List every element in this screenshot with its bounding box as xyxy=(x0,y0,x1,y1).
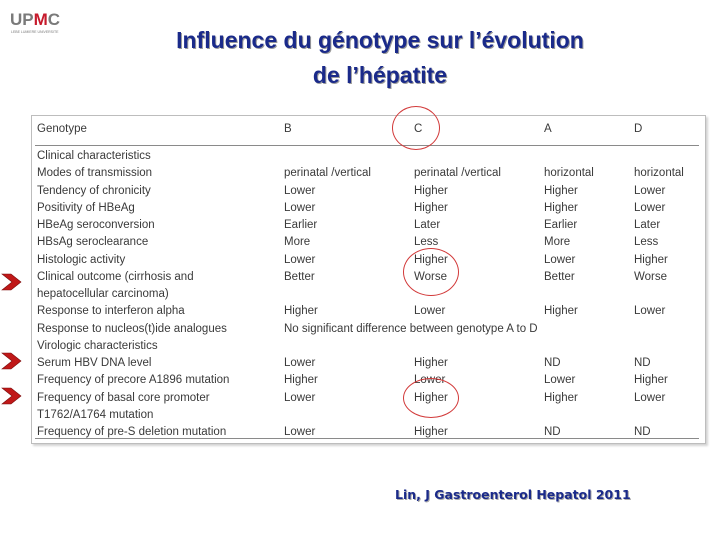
table-header-c: C xyxy=(414,123,423,135)
red-arrow-icon xyxy=(0,272,24,292)
highlight-circle-higher xyxy=(403,378,459,418)
table-cell-b: Better xyxy=(284,270,315,283)
table-row-label: Serum HBV DNA level xyxy=(37,357,152,369)
upmc-logo xyxy=(10,10,72,38)
table-header-d: D xyxy=(634,123,643,135)
table-cell-b: perinatal /vertical xyxy=(284,167,371,180)
table-cell-b: Lower xyxy=(284,357,316,369)
table-row-label: Histologic activity xyxy=(37,253,126,266)
table-cell-a: Higher xyxy=(544,305,578,318)
highlight-circle-worse xyxy=(403,248,459,296)
logo-subtitle: LEBE LUMIERE UNIVERSITE xyxy=(11,30,59,34)
table-cell-a: Lower xyxy=(544,374,576,387)
table-cell-b: Earlier xyxy=(284,219,318,231)
table-cell-c: Higher xyxy=(414,426,448,438)
table-cell-d: horizontal xyxy=(634,167,684,180)
table-cell-c: Higher xyxy=(414,357,448,369)
table-header-rule xyxy=(35,145,699,146)
table-cell-b: Higher xyxy=(284,305,318,318)
table-cell-a: ND xyxy=(544,426,561,438)
table-cell-d: Higher xyxy=(634,253,668,266)
logo-text-c: C xyxy=(47,10,61,29)
table-cell-d: Worse xyxy=(634,270,668,283)
table-row-label: Clinical characteristics xyxy=(37,150,151,162)
table-header-b: B xyxy=(284,123,292,135)
table-cell-c: Less xyxy=(414,236,439,249)
table-cell-c: Later xyxy=(414,219,441,231)
table-cell-c: Lower xyxy=(414,305,446,318)
table-cell-a: More xyxy=(544,236,571,249)
table-row-label: Frequency of pre-S deletion mutation xyxy=(37,426,227,438)
table-cell-d: Lower xyxy=(634,201,666,214)
table-header-a: A xyxy=(544,123,552,135)
table-cell-a: Lower xyxy=(544,253,576,266)
table-cell-b: No significant difference between genotype A to D xyxy=(284,322,538,335)
table-cell-b: More xyxy=(284,236,311,249)
table-cell-d: Lower xyxy=(634,305,666,318)
table-cell-b: Lower xyxy=(284,253,316,266)
table-row-label: hepatocellular carcinoma) xyxy=(37,288,169,300)
table-cell-c: Higher xyxy=(414,253,448,266)
table-row-label: Virologic characteristics xyxy=(37,339,158,352)
table-cell-c: Higher xyxy=(414,391,448,404)
table-row-label: Positivity of HBeAg xyxy=(37,201,135,214)
table-cell-d: Higher xyxy=(634,374,668,387)
logo-text xyxy=(10,10,60,30)
table-cell-d: Lower xyxy=(634,184,666,197)
logo-text-up: UP xyxy=(10,10,34,29)
highlight-circle-genotype-c xyxy=(392,106,440,150)
table-cell-a: Higher xyxy=(544,201,578,214)
table-row-label: Frequency of precore A1896 mutation xyxy=(37,374,230,387)
table-row-label: Response to nucleos(t)ide analogues xyxy=(37,322,227,335)
table-cell-c: perinatal /vertical xyxy=(414,167,501,180)
slide-title-line1: Influence du génotype sur l’évolution xyxy=(176,27,584,53)
red-arrow-icon xyxy=(0,351,24,371)
table-cell-b: Lower xyxy=(284,201,316,214)
table-cell-b: Higher xyxy=(284,374,318,387)
table-row-label: HBeAg seroconversion xyxy=(37,219,155,231)
table-row-label: Clinical outcome (cirrhosis and xyxy=(37,270,194,283)
table-row-label: HBsAg seroclearance xyxy=(37,236,149,249)
table-cell-d: Less xyxy=(634,236,659,249)
table-cell-c: Higher xyxy=(414,184,448,197)
table-cell-d: Later xyxy=(634,219,661,231)
table-row-label: Frequency of basal core promoter xyxy=(37,391,210,404)
table-cell-c: Lower xyxy=(414,374,446,387)
table-cell-b: Lower xyxy=(284,391,316,404)
table-cell-d: ND xyxy=(634,357,651,369)
table-cell-c: Higher xyxy=(414,201,448,214)
citation: Lin, J Gastroenterol Hepatol 2011 xyxy=(395,487,631,502)
table-cell-a: Higher xyxy=(544,184,578,197)
table-cell-a: Better xyxy=(544,270,575,283)
table-row-label: Tendency of chronicity xyxy=(37,184,151,197)
table-cell-c: Worse xyxy=(414,270,448,283)
logo-text-m: M xyxy=(33,10,48,29)
table-row-label: Response to interferon alpha xyxy=(37,305,185,318)
slide-title-line2: de l’hépatite xyxy=(312,62,448,88)
table-cell-b: Lower xyxy=(284,184,316,197)
table-row-label: Modes of transmission xyxy=(37,167,153,180)
table-cell-d: ND xyxy=(634,426,651,438)
table-cell-a: ND xyxy=(544,357,561,369)
table-header-genotype: Genotype xyxy=(37,123,87,135)
table-row-label: T1762/A1764 mutation xyxy=(37,408,154,421)
table-cell-a: Higher xyxy=(544,391,578,404)
table-cell-a: horizontal xyxy=(544,167,594,180)
table-cell-a: Earlier xyxy=(544,219,578,231)
table-cell-b: Lower xyxy=(284,426,316,438)
table-cell-d: Lower xyxy=(634,391,666,404)
red-arrow-icon xyxy=(0,386,24,406)
